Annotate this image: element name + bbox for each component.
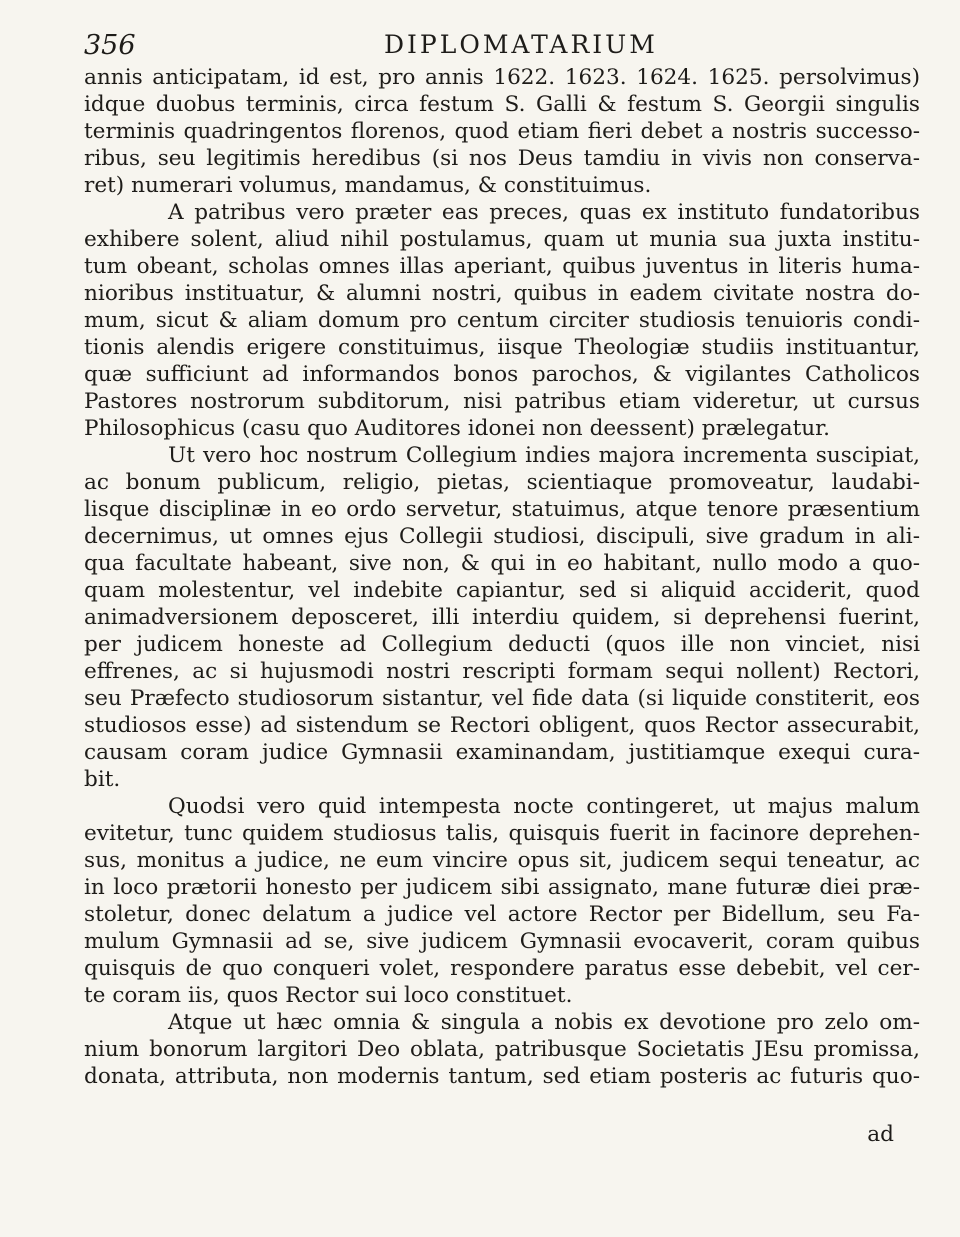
paragraph — [84, 199, 920, 442]
text-line: quisquis de quo conqueri volet, respondere paratus esse debebit, vel cer- — [84, 956, 920, 981]
text-line: sus, monitus a judice, ne eum vincire opus sit, judicem sequi teneatur, ac — [84, 848, 920, 873]
text-line: tum obeant, scholas omnes illas aperiant, quibus juventus in literis huma- — [84, 254, 920, 279]
text-line: quæ sufficiunt ad informandos bonos parochos, & vigilantes Catholicos — [84, 362, 920, 387]
text-line: idque duobus terminis, circa festum S. Galli & festum S. Georgii singulis — [84, 92, 920, 117]
text-line: stoletur, donec delatum a judice vel actore Rector per Bidellum, seu Fa- — [84, 902, 920, 927]
text-line: A patribus vero præter eas preces, quas ex instituto fundatoribus — [168, 200, 920, 225]
text-line: studiosos esse) ad sistendum se Rectori obligent, quos Rector assecurabit, — [84, 713, 920, 738]
text-line: decernimus, ut omnes ejus Collegii studiosi, discipuli, sive gradum in ali- — [84, 524, 920, 549]
text-line: annis anticipatam, id est, pro annis 1622. 1623. 1624. 1625. persolvimus) — [84, 65, 920, 90]
text-line: tionis alendis erigere constituimus, iisque Theologiæ studiis instituantur, — [84, 335, 920, 360]
paragraph — [84, 793, 920, 1009]
text-line: in loco prætorii honesto per judicem sibi assignato, mane futuræ diei præ- — [84, 875, 920, 900]
paragraph — [84, 64, 920, 199]
paragraph — [84, 442, 920, 793]
text-line: effrenes, ac si hujusmodi nostri rescripti formam sequi nollent) Rectori, — [84, 659, 920, 684]
text-line: lisque disciplinæ in eo ordo servetur, statuimus, atque tenore præsentium — [84, 497, 920, 522]
text-line: terminis quadringentos florenos, quod etiam fieri debet a nostris successo- — [84, 119, 920, 144]
text-line: animadversionem deposceret, illi interdiu quidem, si deprehensi fuerint, — [84, 605, 920, 630]
text-line: per judicem honeste ad Collegium deducti (quos ille non vinciet, nisi — [84, 632, 920, 657]
paragraph — [84, 1009, 920, 1090]
text-line: seu Præfecto studiosorum sistantur, vel fide data (si liquide constiterit, eos — [84, 686, 920, 711]
text-line: Pastores nostrorum subditorum, nisi patribus etiam videretur, ut cursus — [84, 389, 920, 414]
text-line: Atque ut hæc omnia & singula a nobis ex devotione pro zelo om- — [168, 1010, 920, 1035]
text-line: nioribus instituatur, & alumni nostri, quibus in eadem civitate nostra do- — [84, 281, 920, 306]
text-line: te coram iis, quos Rector sui loco constituet. — [84, 983, 573, 1008]
text-line: donata, attributa, non modernis tantum, sed etiam posteris ac futuris quo- — [84, 1064, 920, 1089]
body-text — [84, 64, 920, 1090]
text-line: mum, sicut & aliam domum pro centum circiter studiosis tenuioris condi- — [84, 308, 920, 333]
running-head — [84, 22, 900, 66]
text-line: ret) numerari volumus, mandamus, & constituimus. — [84, 173, 652, 198]
text-line: qua facultate habeant, sive non, & qui in eo habitant, nullo modo a quo- — [84, 551, 920, 576]
text-line: Ut vero hoc nostrum Collegium indies majora incrementa suscipiat, — [168, 443, 920, 468]
text-line: Quodsi vero quid intempesta nocte contingeret, ut majus malum — [168, 794, 920, 819]
text-line: mulum Gymnasii ad se, sive judicem Gymnasii evocaverit, coram quibus — [84, 929, 920, 954]
text-line: ribus, seu legitimis heredibus (si nos Deus tamdiu in vivis non conserva- — [84, 146, 920, 171]
text-line: quam molestentur, vel indebite capiantur, sed si aliquid acciderit, quod — [84, 578, 920, 603]
text-line: nium bonorum largitori Deo oblata, patribusque Societatis JEsu promissa, — [84, 1037, 920, 1062]
running-title: DIPLOMATARIUM — [384, 30, 658, 59]
text-line: evitetur, tunc quidem studiosus talis, quisquis fuerit in facinore deprehen- — [84, 821, 920, 846]
text-line: Philosophicus (casu quo Auditores idonei non deessent) prælegatur. — [84, 416, 830, 441]
page-number: 356 — [84, 30, 136, 61]
text-line: bit. — [84, 767, 121, 792]
text-line: exhibere solent, aliud nihil postulamus, quam ut munia sua juxta institu- — [84, 227, 920, 252]
catchword: ad — [867, 1122, 894, 1147]
text-line: ac bonum publicum, religio, pietas, scientiaque promoveatur, laudabi- — [84, 470, 920, 495]
text-line: causam coram judice Gymnasii examinandam, justitiamque exequi cura- — [84, 740, 920, 765]
